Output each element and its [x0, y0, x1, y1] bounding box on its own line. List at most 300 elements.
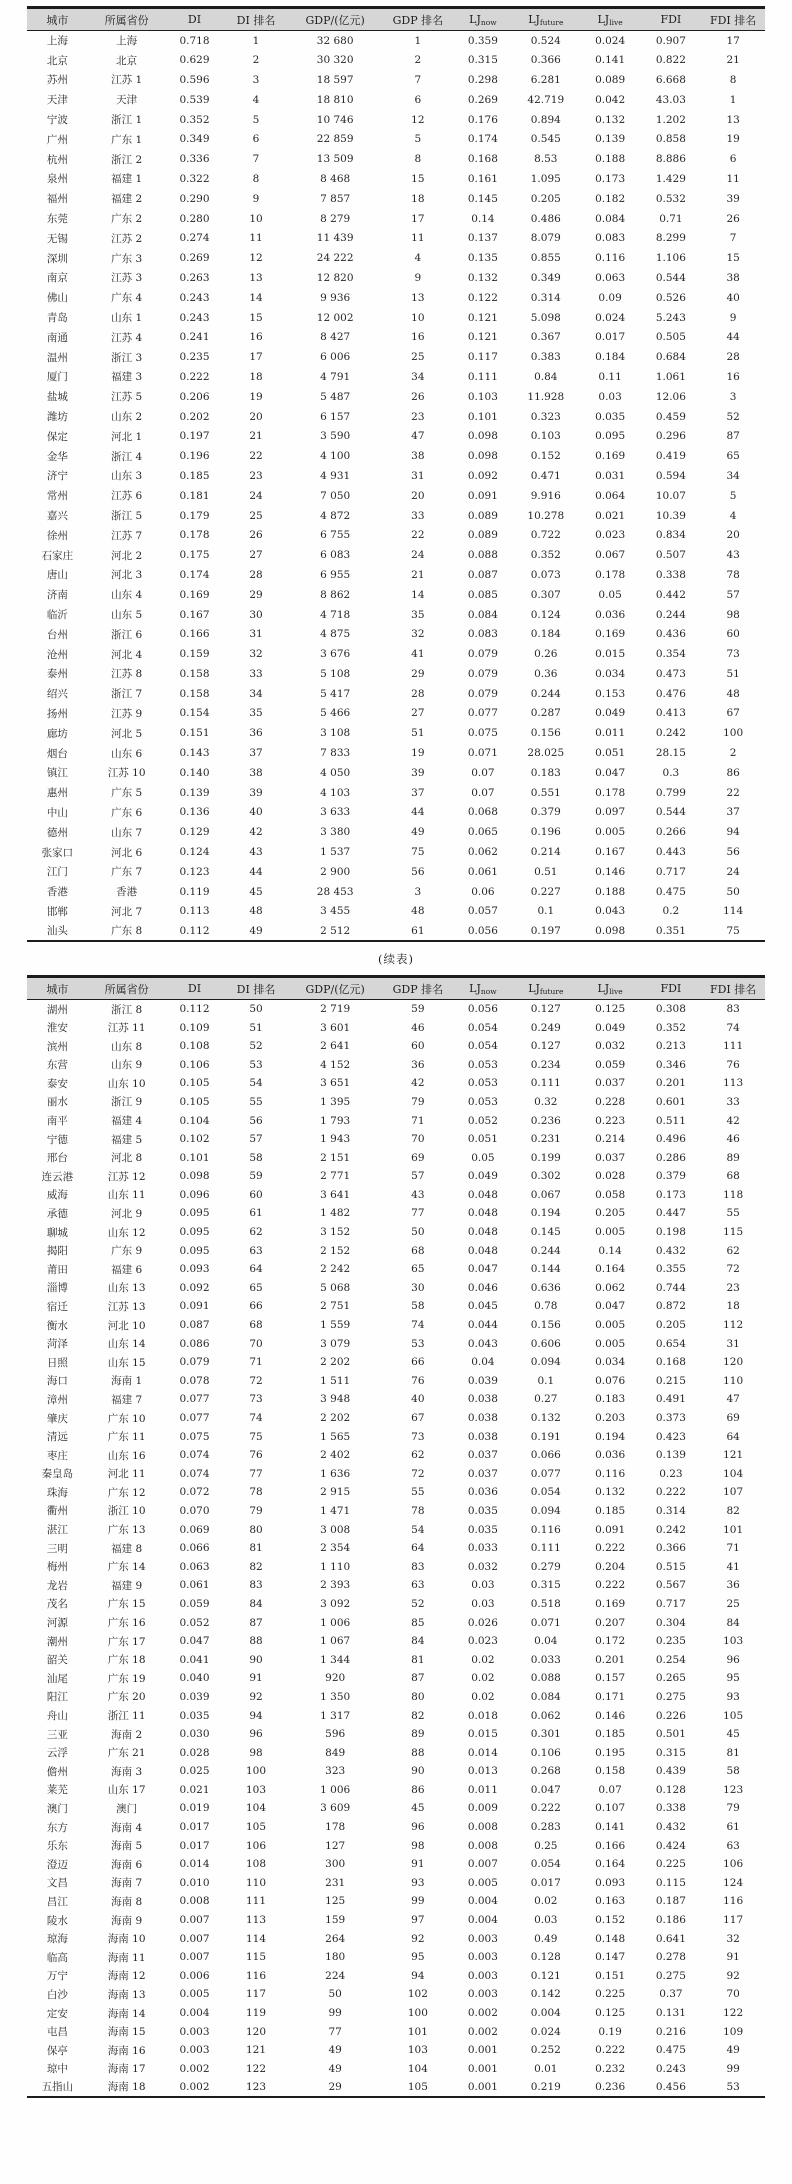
cell-di-rank: 72 — [249, 1374, 263, 1387]
cell-lj-live: 0.023 — [595, 529, 626, 542]
cell-gdp: 2 512 — [320, 924, 351, 937]
cell-di-rank: 123 — [245, 2080, 267, 2093]
cell-gdp: 1 067 — [320, 1635, 351, 1648]
cell-lj-live: 0.207 — [595, 1616, 626, 1629]
cell-lj-now: 0.053 — [467, 1095, 498, 1108]
cell-di: 0.069 — [179, 1523, 210, 1536]
cell-lj-live: 0.116 — [595, 252, 626, 265]
cell-gdp-rank: 16 — [411, 331, 425, 344]
cell-gdp-rank: 99 — [411, 1895, 425, 1908]
cell-city: 东方 — [46, 1821, 68, 1834]
cell-lj-future: 0.545 — [530, 133, 561, 146]
cell-province: 河北 4 — [111, 648, 143, 661]
cell-di: 0.174 — [179, 568, 210, 581]
column-header-subscript: live — [609, 986, 623, 996]
cell-di-rank: 50 — [249, 1003, 263, 1016]
cell-fdi-rank: 110 — [723, 1374, 744, 1387]
cell-di: 0.158 — [179, 667, 210, 680]
cell-lj-live: 0.151 — [595, 1969, 626, 1982]
table-row — [27, 525, 765, 545]
cell-fdi-rank: 2 — [729, 747, 737, 760]
cell-fdi-rank: 106 — [723, 1858, 744, 1871]
continuation-label: (续表) — [378, 952, 414, 967]
cell-fdi: 0.419 — [655, 450, 686, 463]
cell-gdp-rank: 85 — [411, 1616, 425, 1629]
table-header — [27, 8, 765, 31]
cell-lj-live: 0.236 — [595, 2080, 626, 2093]
cell-province: 山东 3 — [111, 470, 143, 483]
cell-gdp: 8 279 — [320, 212, 351, 225]
cell-lj-future: 0.01 — [534, 2062, 558, 2075]
cell-lj-now: 0.057 — [467, 905, 498, 918]
cell-city: 三亚 — [46, 1728, 68, 1741]
cell-di-rank: 49 — [249, 924, 263, 937]
cell-di-rank: 17 — [249, 351, 263, 364]
cell-di: 0.124 — [179, 846, 210, 859]
cell-province: 海南 11 — [107, 1951, 146, 1964]
cell-lj-now: 0.001 — [467, 2080, 498, 2093]
cell-di-rank: 26 — [249, 529, 263, 542]
cell-di: 0.066 — [179, 1542, 210, 1555]
cell-lj-now: 0.098 — [467, 430, 498, 443]
cell-di: 0.077 — [179, 1412, 210, 1425]
cell-province: 山东 9 — [111, 1059, 143, 1072]
cell-city: 屯昌 — [46, 2026, 68, 2039]
column-header-city: 城市 — [46, 982, 69, 996]
cell-gdp: 8 862 — [320, 588, 351, 601]
cell-gdp-rank: 64 — [411, 1542, 425, 1555]
cell-province: 澳门 — [116, 1802, 138, 1815]
cell-lj-now: 0.011 — [467, 1783, 498, 1796]
cell-di: 0.079 — [179, 1356, 210, 1369]
cell-province: 福建 7 — [111, 1393, 143, 1406]
cell-di: 0.061 — [179, 1579, 210, 1592]
cell-gdp-rank: 79 — [411, 1095, 425, 1108]
cell-lj-live: 0.188 — [595, 885, 626, 898]
table-row — [27, 822, 765, 842]
table-row — [27, 1409, 765, 1428]
cell-fdi: 0.226 — [655, 1709, 686, 1722]
cell-di: 0.222 — [179, 370, 210, 383]
cell-di: 0.078 — [179, 1374, 210, 1387]
table-row — [27, 129, 765, 149]
cell-lj-live: 0.059 — [595, 1058, 626, 1071]
cell-gdp-rank: 73 — [411, 1430, 425, 1443]
cell-di: 0.185 — [179, 469, 210, 482]
cell-di-rank: 27 — [249, 549, 263, 562]
cell-lj-future: 0.367 — [530, 331, 561, 344]
cell-lj-now: 0.044 — [467, 1319, 498, 1332]
cell-fdi: 0.201 — [655, 1077, 686, 1090]
cell-lj-now: 0.088 — [467, 549, 498, 562]
cell-di: 0.104 — [179, 1114, 210, 1127]
cell-gdp: 22 859 — [316, 133, 354, 146]
cell-lj-future: 0.127 — [530, 1003, 561, 1016]
cell-di-rank: 108 — [245, 1858, 267, 1871]
cell-gdp-rank: 48 — [411, 905, 425, 918]
cell-province: 广东 2 — [111, 213, 143, 226]
cell-city: 五指山 — [41, 2081, 74, 2094]
cell-lj-future: 8.53 — [534, 153, 558, 166]
cell-gdp: 4 875 — [320, 628, 351, 641]
cell-lj-future: 0.145 — [530, 1226, 561, 1239]
cell-gdp: 7 857 — [320, 192, 351, 205]
cell-city: 白沙 — [46, 1988, 68, 2001]
cell-lj-now: 0.079 — [467, 687, 498, 700]
cell-province: 广东 18 — [107, 1654, 146, 1667]
cell-gdp-rank: 24 — [411, 549, 425, 562]
cell-lj-now: 0.174 — [467, 133, 498, 146]
cell-lj-live: 0.141 — [595, 54, 626, 67]
cell-di-rank: 119 — [245, 2007, 267, 2020]
cell-province: 海南 2 — [111, 1728, 143, 1741]
cell-fdi-rank: 68 — [726, 1170, 740, 1183]
cell-lj-live: 0.011 — [595, 727, 626, 740]
cell-fdi-rank: 3 — [729, 390, 737, 403]
cell-province: 河北 3 — [111, 569, 143, 582]
cell-gdp-rank: 49 — [411, 826, 425, 839]
cell-di-rank: 2 — [252, 54, 260, 67]
cell-gdp: 2 242 — [320, 1263, 351, 1276]
cell-di-rank: 57 — [249, 1133, 263, 1146]
cell-city: 绍兴 — [46, 688, 68, 701]
cell-di: 0.179 — [179, 509, 210, 522]
cell-fdi: 5.243 — [655, 311, 686, 324]
cell-city: 定安 — [46, 2007, 68, 2020]
cell-di-rank: 83 — [249, 1579, 263, 1592]
cell-gdp: 5 487 — [320, 390, 351, 403]
cell-city: 北京 — [46, 54, 68, 67]
cell-city: 湛江 — [46, 1524, 68, 1537]
cell-di: 0.143 — [179, 747, 210, 760]
table-row — [27, 2078, 765, 2097]
cell-fdi-rank: 96 — [726, 1653, 740, 1666]
table-row — [27, 1000, 765, 1019]
cell-fdi: 0.351 — [655, 924, 686, 937]
cell-city: 汕尾 — [46, 1672, 68, 1685]
cell-province: 海南 12 — [107, 1970, 146, 1983]
cell-city: 青岛 — [46, 312, 68, 325]
cell-province: 浙江 7 — [111, 688, 143, 701]
cell-city: 烟台 — [46, 747, 68, 760]
cell-fdi: 0.304 — [655, 1616, 686, 1629]
cell-lj-future: 0.197 — [530, 924, 561, 937]
cell-province: 福建 9 — [111, 1579, 143, 1592]
table-row — [27, 644, 765, 664]
cell-gdp-rank: 105 — [407, 2080, 428, 2093]
cell-fdi-rank: 48 — [726, 687, 740, 700]
cell-lj-future: 0.315 — [530, 1579, 561, 1592]
cell-city: 保定 — [46, 430, 68, 443]
cell-fdi-rank: 112 — [723, 1319, 744, 1332]
cell-gdp: 11 439 — [316, 232, 354, 245]
cell-lj-live: 0.098 — [595, 924, 626, 937]
cell-lj-now: 0.087 — [467, 568, 498, 581]
cell-gdp-rank: 63 — [411, 1579, 425, 1592]
cell-gdp: 3 455 — [320, 905, 351, 918]
cell-fdi-rank: 74 — [726, 1021, 740, 1034]
cell-fdi: 0.315 — [655, 1746, 686, 1759]
cell-city: 清远 — [46, 1431, 68, 1444]
cell-gdp-rank: 52 — [411, 1597, 425, 1610]
cell-lj-now: 0.176 — [467, 113, 498, 126]
table-row — [27, 1836, 765, 1855]
cell-city: 揭阳 — [46, 1245, 68, 1258]
cell-fdi: 0.346 — [655, 1058, 686, 1071]
cell-di: 0.021 — [179, 1783, 210, 1796]
cell-fdi-rank: 93 — [726, 1690, 740, 1703]
cell-fdi: 0.544 — [655, 271, 686, 284]
cell-fdi-rank: 98 — [726, 608, 740, 621]
cell-lj-future: 0.349 — [530, 271, 561, 284]
cell-province: 海南 17 — [107, 2063, 146, 2076]
cell-di-rank: 31 — [249, 628, 263, 641]
cell-gdp: 6 157 — [320, 410, 351, 423]
cell-province: 天津 — [116, 94, 138, 107]
cell-fdi: 1.202 — [655, 113, 686, 126]
cell-lj-future: 0.111 — [530, 1077, 561, 1090]
table-row — [27, 605, 765, 625]
cell-di-rank: 19 — [249, 390, 263, 403]
cell-fdi: 0.173 — [655, 1188, 686, 1201]
cell-di: 0.003 — [179, 2025, 210, 2038]
cell-lj-now: 0.033 — [467, 1542, 498, 1555]
cell-di: 0.263 — [179, 271, 210, 284]
cell-di: 0.108 — [179, 1040, 210, 1053]
table-row — [27, 209, 765, 229]
cell-di: 0.014 — [179, 1858, 210, 1871]
cell-lj-live: 0.147 — [595, 1951, 626, 1964]
cell-di-rank: 87 — [249, 1616, 263, 1629]
cell-lj-future: 0.307 — [530, 588, 561, 601]
cell-city: 莆田 — [46, 1263, 68, 1276]
cell-di-rank: 32 — [249, 648, 263, 661]
cell-gdp-rank: 44 — [411, 806, 425, 819]
cell-di-rank: 24 — [249, 489, 263, 502]
table-row — [27, 1743, 765, 1762]
cell-fdi-rank: 40 — [726, 291, 740, 304]
cell-fdi-rank: 124 — [723, 1876, 744, 1889]
cell-gdp-rank: 66 — [411, 1356, 425, 1369]
cell-city: 潍坊 — [46, 411, 68, 424]
cell-fdi-rank: 61 — [726, 1821, 740, 1834]
table-row — [27, 506, 765, 526]
table-body — [27, 1000, 765, 2097]
cell-di: 0.243 — [179, 311, 210, 324]
cell-di: 0.197 — [179, 430, 210, 443]
cell-province: 河北 6 — [111, 846, 143, 859]
cell-fdi-rank: 18 — [726, 1300, 740, 1313]
cell-gdp-rank: 102 — [407, 1988, 428, 2001]
cell-fdi-rank: 1 — [729, 93, 737, 106]
cell-province: 山东 17 — [107, 1784, 146, 1797]
cell-di-rank: 13 — [249, 271, 263, 284]
cell-city: 枣庄 — [46, 1449, 68, 1462]
cell-city: 梅州 — [46, 1561, 68, 1574]
cell-di-rank: 65 — [249, 1281, 263, 1294]
cell-di-rank: 70 — [249, 1337, 263, 1350]
cell-di: 0.052 — [179, 1616, 210, 1629]
cell-gdp: 1 317 — [320, 1709, 351, 1722]
table-row — [27, 268, 765, 288]
cell-gdp: 3 590 — [320, 430, 351, 443]
cell-city: 深圳 — [46, 252, 68, 265]
cell-fdi: 0.501 — [655, 1728, 686, 1741]
cell-province: 海南 14 — [107, 2007, 146, 2020]
cell-di-rank: 110 — [245, 1876, 267, 1889]
cell-fdi-rank: 83 — [726, 1003, 740, 1016]
cell-gdp-rank: 98 — [411, 1839, 425, 1852]
cell-province: 河北 10 — [107, 1319, 146, 1332]
cell-di-rank: 81 — [249, 1542, 263, 1555]
cell-province: 广东 9 — [111, 1245, 143, 1258]
cell-lj-future: 0.017 — [530, 1876, 561, 1889]
cell-di: 0.074 — [179, 1467, 210, 1480]
cell-fdi: 0.71 — [659, 212, 683, 225]
cell-fdi-rank: 5 — [729, 489, 737, 502]
cell-gdp-rank: 46 — [411, 1021, 425, 1034]
cell-lj-live: 0.185 — [595, 1504, 626, 1517]
cell-gdp: 3 676 — [320, 648, 351, 661]
cell-fdi-rank: 82 — [726, 1504, 740, 1517]
cell-fdi: 0.432 — [655, 1821, 686, 1834]
cell-lj-future: 0.054 — [530, 1486, 561, 1499]
cell-province: 江苏 8 — [111, 668, 143, 681]
cell-gdp: 4 931 — [320, 469, 351, 482]
cell-province: 山东 8 — [111, 1040, 143, 1053]
cell-lj-future: 0.26 — [534, 648, 558, 661]
cell-gdp: 4 718 — [320, 608, 351, 621]
cell-lj-future: 8.079 — [530, 232, 561, 245]
cell-lj-now: 0.065 — [467, 826, 498, 839]
cell-lj-future: 10.278 — [527, 509, 565, 522]
cell-gdp-rank: 8 — [414, 153, 422, 166]
cell-fdi-rank: 118 — [723, 1188, 744, 1201]
cell-lj-future: 6.281 — [530, 73, 561, 86]
cell-fdi: 43.03 — [655, 93, 686, 106]
cell-di-rank: 7 — [252, 153, 260, 166]
cell-lj-future: 0.244 — [530, 687, 561, 700]
cell-gdp: 1 565 — [320, 1430, 351, 1443]
cell-fdi: 0.222 — [655, 1486, 686, 1499]
cell-lj-future: 0.094 — [530, 1504, 561, 1517]
cell-lj-live: 0.032 — [595, 1040, 626, 1053]
cell-fdi-rank: 25 — [726, 1597, 740, 1610]
table-row — [27, 783, 765, 803]
cell-di: 0.095 — [179, 1226, 210, 1239]
cell-lj-live: 0.07 — [598, 1783, 622, 1796]
cell-gdp: 1 537 — [320, 846, 351, 859]
cell-di-rank: 5 — [252, 113, 260, 126]
cell-lj-now: 0.013 — [467, 1765, 498, 1778]
cell-di: 0.139 — [179, 786, 210, 799]
cell-di: 0.178 — [179, 529, 210, 542]
cell-lj-future: 0.084 — [530, 1690, 561, 1703]
cell-city: 滨州 — [46, 1040, 68, 1053]
cell-fdi-rank: 111 — [723, 1040, 744, 1053]
cell-province: 广东 13 — [107, 1524, 146, 1537]
cell-fdi-rank: 47 — [726, 1393, 740, 1406]
table-row — [27, 90, 765, 110]
cell-lj-now: 0.048 — [467, 1188, 498, 1201]
cell-lj-live: 0.017 — [595, 331, 626, 344]
cell-lj-future: 0.323 — [530, 410, 561, 423]
cell-lj-live: 0.195 — [595, 1746, 626, 1759]
cell-fdi-rank: 13 — [726, 113, 740, 126]
cell-gdp-rank: 35 — [411, 608, 425, 621]
cell-gdp-rank: 91 — [411, 1858, 425, 1871]
cell-city: 德州 — [46, 826, 68, 839]
cell-gdp-rank: 21 — [411, 568, 425, 581]
cell-lj-now: 0.111 — [467, 370, 498, 383]
cell-fdi: 0.907 — [655, 34, 686, 47]
column-header-fdi-rank: FDI 排名 — [709, 13, 757, 27]
cell-fdi-rank: 22 — [726, 786, 740, 799]
cell-city: 三明 — [46, 1542, 68, 1555]
cell-fdi: 0.314 — [655, 1504, 686, 1517]
cell-lj-now: 0.014 — [467, 1746, 498, 1759]
cell-di: 0.136 — [179, 806, 210, 819]
cell-gdp: 1 482 — [320, 1207, 351, 1220]
cell-di-rank: 100 — [245, 1765, 267, 1778]
cell-di-rank: 53 — [249, 1058, 263, 1071]
cell-gdp: 3 609 — [320, 1802, 351, 1815]
table-row — [27, 327, 765, 347]
cell-lj-future: 0.152 — [530, 450, 561, 463]
cell-di-rank: 42 — [249, 826, 263, 839]
cell-lj-future: 0.855 — [530, 252, 561, 265]
cell-lj-now: 0.269 — [467, 93, 498, 106]
cell-gdp-rank: 69 — [411, 1151, 425, 1164]
cell-lj-now: 0.122 — [467, 291, 498, 304]
cell-lj-live: 0.205 — [595, 1207, 626, 1220]
table-row — [27, 1465, 765, 1484]
table-row — [27, 486, 765, 506]
cell-province: 浙江 5 — [111, 510, 143, 523]
column-header-lj-now: $LJ_{now}$ — [469, 12, 497, 27]
cell-gdp: 1 471 — [320, 1504, 351, 1517]
cell-city: 佛山 — [46, 292, 68, 305]
cell-lj-now: 0.035 — [467, 1523, 498, 1536]
cell-lj-future: 0.236 — [530, 1114, 561, 1127]
cell-province: 海南 1 — [111, 1375, 143, 1388]
cell-fdi-rank: 46 — [726, 1133, 740, 1146]
cell-lj-live: 0.125 — [595, 1003, 626, 1016]
column-header-gdp: GDP/(亿元) — [305, 982, 365, 996]
cell-lj-future: 0.02 — [534, 1895, 558, 1908]
table-row — [27, 1372, 765, 1391]
cell-province: 浙江 11 — [107, 1710, 146, 1723]
table-row — [27, 842, 765, 862]
cell-di-rank: 36 — [249, 727, 263, 740]
cell-gdp: 596 — [325, 1728, 346, 1741]
cell-fdi-rank: 113 — [723, 1077, 744, 1090]
cell-lj-now: 0.121 — [467, 331, 498, 344]
cell-fdi-rank: 79 — [726, 1802, 740, 1815]
cell-city: 惠州 — [46, 787, 68, 800]
table-row — [27, 1762, 765, 1781]
cell-lj-live: 0.005 — [595, 1337, 626, 1350]
cell-city: 保亭 — [46, 2044, 68, 2057]
cell-city: 聊城 — [46, 1226, 68, 1239]
cell-fdi: 0.128 — [655, 1783, 686, 1796]
cell-gdp-rank: 77 — [411, 1207, 425, 1220]
cell-lj-now: 0.07 — [471, 766, 495, 779]
cell-lj-live: 0.116 — [595, 1467, 626, 1480]
cell-lj-now: 0.075 — [467, 727, 498, 740]
cell-di: 0.025 — [179, 1765, 210, 1778]
cell-gdp-rank: 81 — [411, 1653, 425, 1666]
